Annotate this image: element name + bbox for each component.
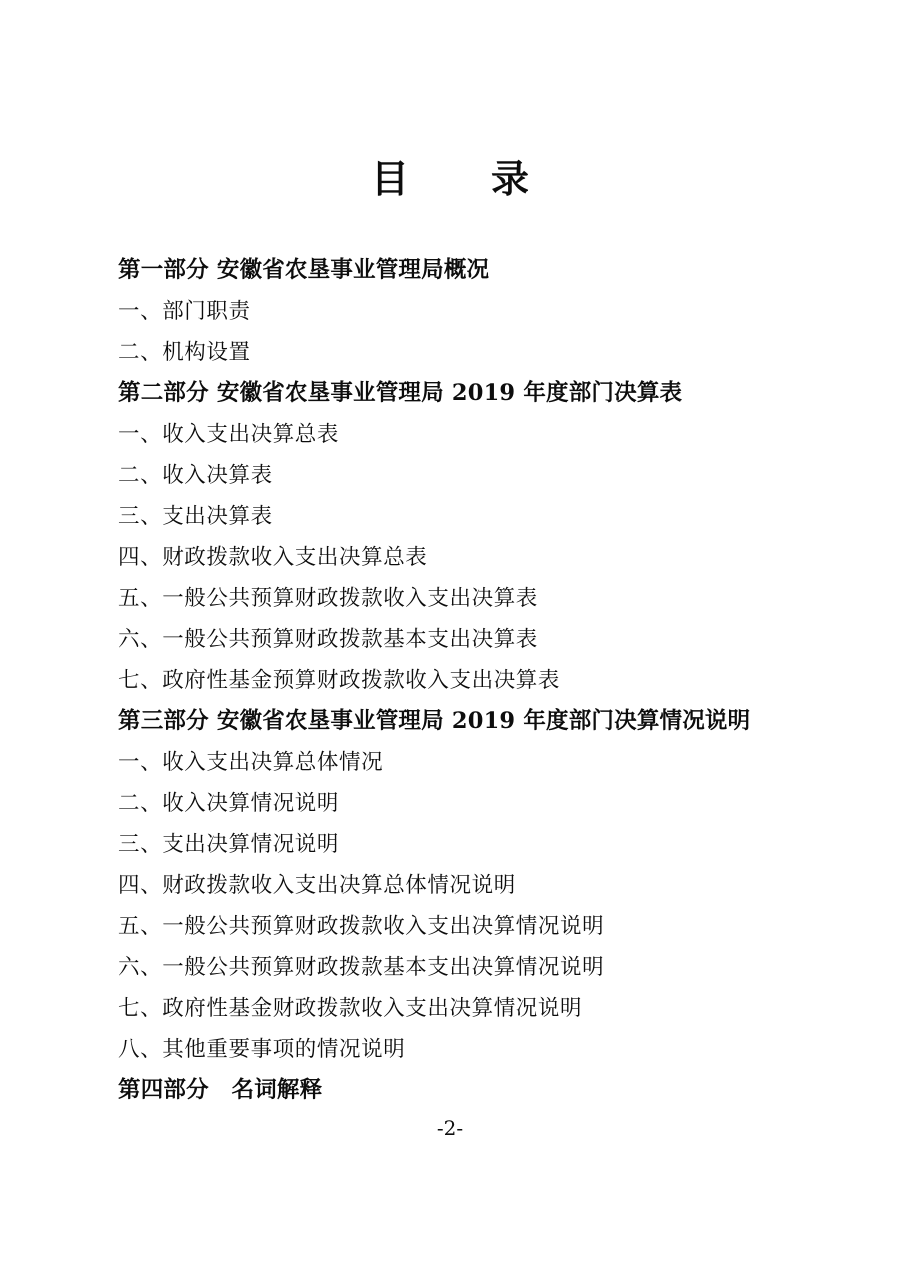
toc-entry-item[interactable]: 四、财政拨款收入支出决算总表 [118,545,428,570]
toc-entry-item[interactable]: 七、政府性基金预算财政拨款收入支出决算表 [118,668,561,693]
toc-entry-item[interactable]: 七、政府性基金财政拨款收入支出决算情况说明 [118,996,583,1021]
page-number: -2- [436,1116,464,1140]
toc-entry-item[interactable]: 一、收入支出决算总体情况 [118,750,384,775]
toc-entry-part[interactable]: 第二部分 安徽省农垦事业管理局 2019 年度部门决算表 [118,380,683,406]
toc-entry-item[interactable]: 六、一般公共预算财政拨款基本支出决算情况说明 [118,955,605,980]
toc-entry-item[interactable]: 四、财政拨款收入支出决算总体情况说明 [118,873,516,898]
toc-entry-item[interactable]: 六、一般公共预算财政拨款基本支出决算表 [118,627,538,652]
toc-entry-item[interactable]: 五、一般公共预算财政拨款收入支出决算情况说明 [118,914,605,939]
toc-entry-item[interactable]: 八、其他重要事项的情况说明 [118,1037,406,1062]
toc-entry-part[interactable]: 第一部分 安徽省农垦事业管理局概况 [118,257,490,283]
toc-entry-part[interactable]: 第四部分 名词解释 [118,1077,323,1103]
toc-entry-item[interactable]: 三、支出决算情况说明 [118,832,340,857]
toc-entry-item[interactable]: 二、收入决算表 [118,463,273,488]
toc-entry-part[interactable]: 第三部分 安徽省农垦事业管理局 2019 年度部门决算情况说明 [118,708,751,734]
toc-entry-item[interactable]: 五、一般公共预算财政拨款收入支出决算表 [118,586,538,611]
page-title: 目 录 [370,156,551,201]
toc-entry-item[interactable]: 一、收入支出决算总表 [118,422,340,447]
toc-entry-item[interactable]: 二、机构设置 [118,340,251,365]
toc-entry-item[interactable]: 一、部门职责 [118,299,251,324]
table-of-contents [118,250,818,1111]
toc-entry-item[interactable]: 二、收入决算情况说明 [118,791,340,816]
toc-entry-item[interactable]: 三、支出决算表 [118,504,273,529]
